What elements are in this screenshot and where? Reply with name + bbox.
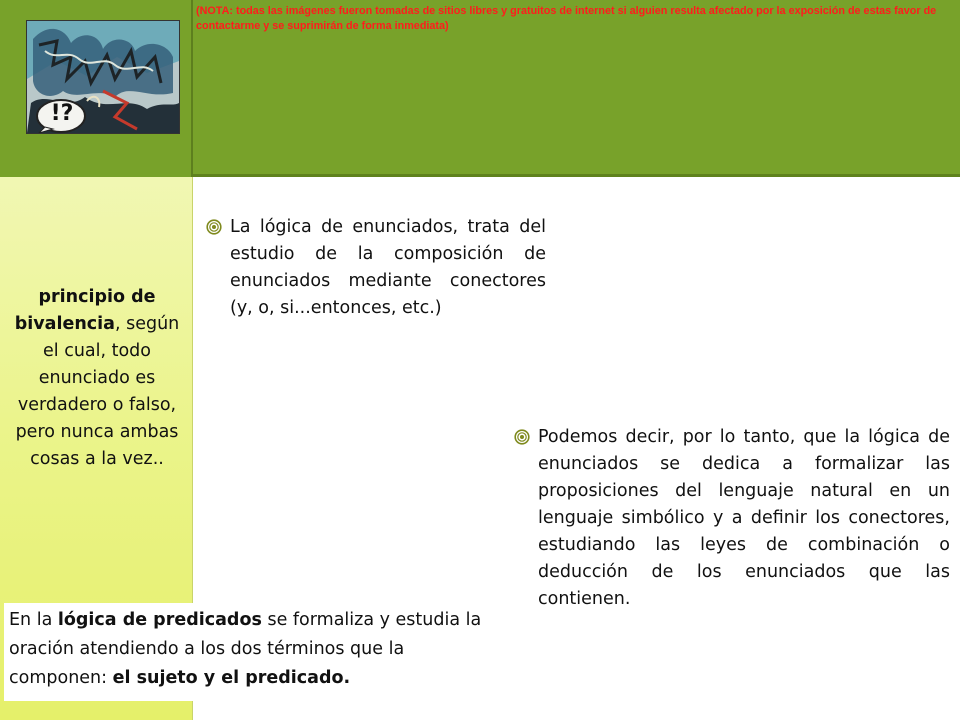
bivalence-comma: , bbox=[114, 314, 121, 334]
comic-thinking-image bbox=[26, 20, 180, 134]
ringed-circle-bullet-icon bbox=[206, 219, 222, 235]
bivalence-principle bbox=[8, 284, 186, 473]
predicate-text-1: En la bbox=[9, 610, 58, 630]
predicate-text-2: se formaliza y estudia la oración atendiendo a los dos términos que la componen: bbox=[9, 610, 482, 688]
bullet-text-2: Podemos decir, por lo tanto, que la lógica de enunciados se dedica a formalizar las proposiciones del lenguaje natural en un lenguaje simbólico y a definir los conectores, estudiando las leyes de combinación o deducción de los enunciados que las contienen. bbox=[538, 427, 950, 609]
bullet-statement-logic bbox=[206, 214, 546, 322]
predicate-logic-box bbox=[4, 603, 490, 701]
bivalence-term: principio de bivalencia bbox=[14, 287, 156, 334]
bivalence-description: según el cual, todo enunciado es verdadero o falso, pero nunca ambas cosas a la vez.. bbox=[15, 314, 180, 469]
comic-caption: !? bbox=[50, 101, 74, 126]
ringed-circle-bullet-icon bbox=[514, 429, 530, 445]
predicate-bold-subject: el sujeto y el predicado. bbox=[112, 668, 351, 688]
bullet-text-1: La lógica de enunciados, trata del estudio de la composición de enunciados mediante conectores (y, o, si...entonces, etc.) bbox=[230, 217, 546, 318]
bullet-formalization bbox=[514, 424, 950, 613]
disclaimer-note: (NOTA: todas las imágenes fueron tomadas de sitios libres y gratuitos de internet si alguien resulta afectado por la exposición de estas favor de contactarme y se suprimirán de forma inmediata) bbox=[196, 5, 937, 32]
predicate-bold-term: lógica de predicados bbox=[57, 610, 262, 630]
